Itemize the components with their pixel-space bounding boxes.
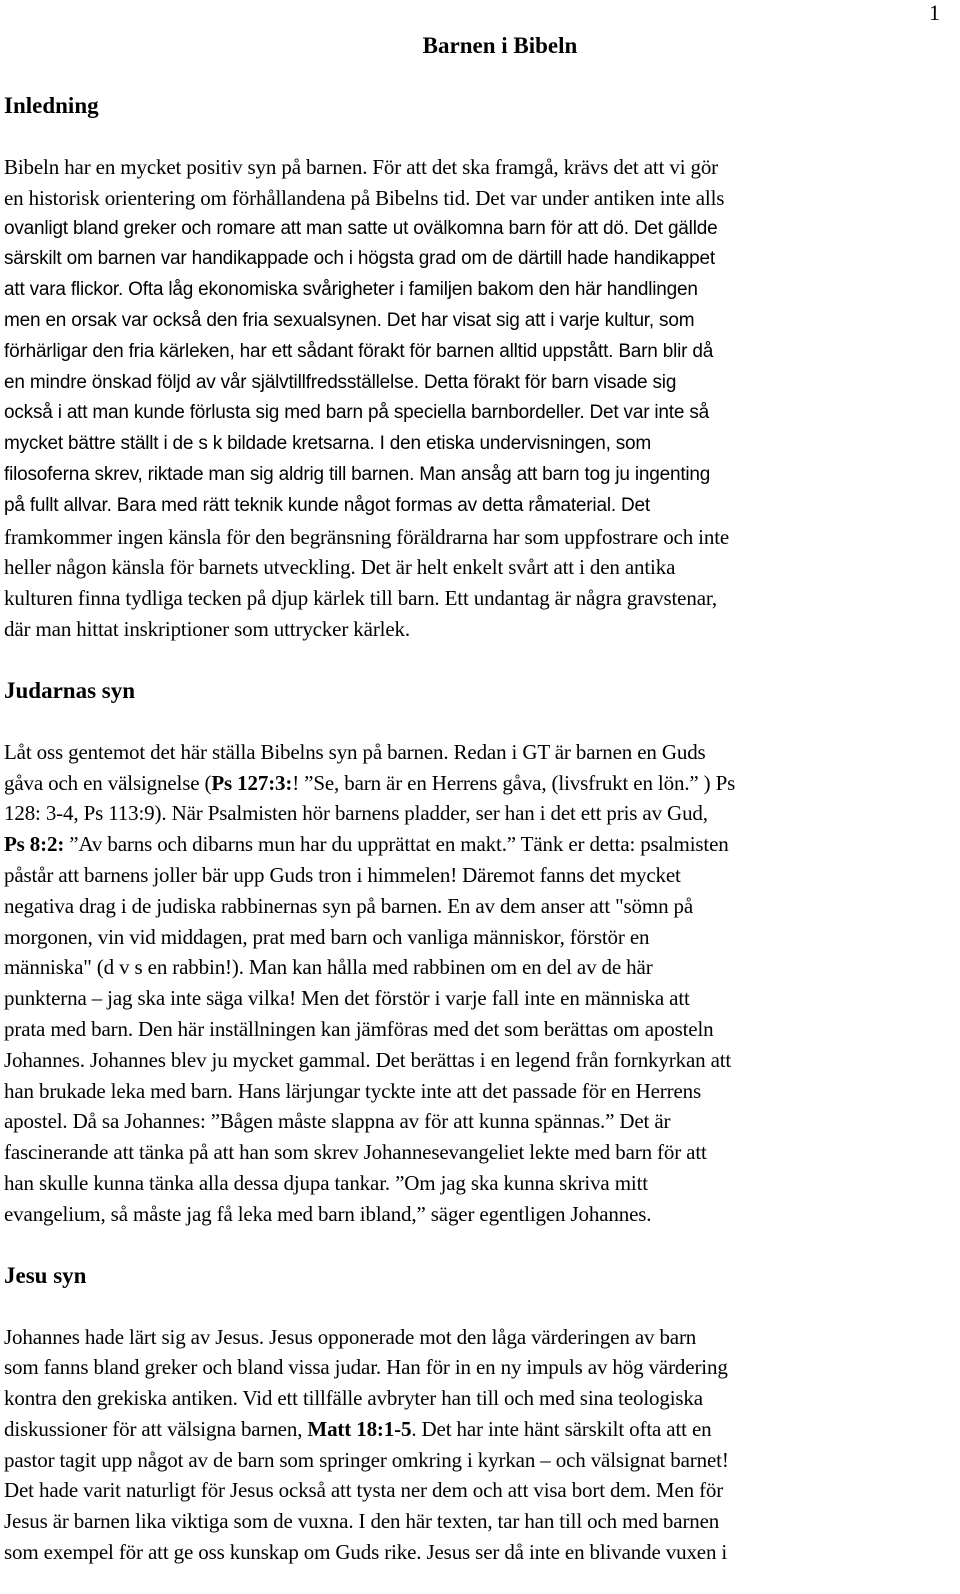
text-line: en historisk orientering om förhållandena på Bibelns tid. Det var under antiken inte alls (4, 185, 725, 210)
text-line: negativa drag i de judiska rabbinernas syn på barnen. En av dem anser att "sömn på (4, 893, 694, 918)
section-heading: Jesu syn (4, 1262, 87, 1288)
text-line: han brukade leka med barn. Hans lärjungar tyckte inte att det passade för en Herrens (4, 1078, 702, 1103)
text-line: att vara flickor. Ofta låg ekonomiska svårigheter i familjen bakom den här handlingen (4, 279, 698, 301)
document-title: Barnen i Bibeln (422, 33, 578, 58)
section-paragraph (4, 152, 944, 645)
text-line: framkommer ingen känsla för den begränsning föräldrarna har som uppfostrare och inte (4, 524, 730, 549)
text-line: förhärligar den fria kärleken, har ett sådant förakt för barnen alltid uppstått. Barn blir då (4, 340, 714, 362)
text-line: påstår att barnens joller bär upp Guds tron i himmelen! Däremot fanns det mycket (4, 862, 681, 887)
text-line: som exempel för att ge oss kunskap om Guds rike. Jesus ser då inte en blivande vuxen i (4, 1540, 728, 1565)
bible-reference: Matt 18:1-5 (307, 1416, 412, 1441)
text-line (4, 768, 944, 799)
text-line: en mindre önskad följd av vår självtillfredsställelse. Detta förakt för barn visade sig (4, 371, 677, 393)
document-body (4, 90, 944, 1568)
text-line: evangelium, så måste jag få leka med barn ibland,” säger egentligen Johannes. (4, 1201, 652, 1226)
section-paragraph (4, 1322, 944, 1568)
text-run: . Det har inte hänt särskilt ofta att en (411, 1416, 712, 1441)
text-line: Bibeln har en mycket positiv syn på barnen. För att det ska framgå, krävs det att vi gör (4, 155, 719, 179)
text-line: mycket bättre ställt i de s k bildade kretsarna. I den etiska undervisningen, som (4, 433, 652, 455)
text-line: människa" (d v s en rabbin!). Man kan hålla med rabbinen om en del av de här (4, 955, 653, 980)
bible-reference: Ps 127:3: (211, 770, 293, 795)
text-line: heller någon känsla för barnets utveckling. Det är helt enkelt svårt att i den antika (4, 555, 676, 580)
text-line (4, 829, 944, 860)
text-line: ovanligt bland greker och romare att man satte ut ovälkomna barn för att dö. Det gällde (4, 217, 718, 239)
text-line: 128: 3-4, Ps 113:9). När Psalmisten hör barnens pladder, ser han i det ett pris av Gud, (4, 801, 708, 826)
text-run: diskussioner för att välsigna barnen, (4, 1416, 308, 1441)
text-line: också i att man kunde förlusta sig med barn på speciella barnbordeller. Det var inte så (4, 402, 709, 424)
text-line: men en orsak var också den fria sexualsynen. Det har visat sig att i varje kultur, som (4, 309, 695, 331)
page-number: 1 (929, 0, 940, 25)
text-line: kulturen finna tydliga tecken på djup kärlek till barn. Ett undantag är några gravstenar, (4, 586, 717, 611)
text-line: där man hittat inskriptioner som uttrycker kärlek. (4, 616, 410, 641)
text-line: prata med barn. Den här inställningen kan jämföras med det som berättas om aposteln (4, 1016, 714, 1041)
bible-reference: Ps 8:2: (4, 832, 65, 857)
section-paragraph (4, 737, 944, 1230)
section-heading: Judarnas syn (4, 677, 136, 703)
text-line: pastor tagit upp något av de barn som springer omkring i kyrkan – och välsignat barnet! (4, 1447, 729, 1472)
text-line: apostel. Då sa Johannes: ”Bågen måste slappna av för att kunna spännas.” Det är (4, 1109, 671, 1134)
section-1 (4, 90, 944, 645)
text-line: Johannes hade lärt sig av Jesus. Jesus opponerade mot den låga värderingen av barn (4, 1324, 697, 1349)
text-line: han skulle kunna tänka alla dessa djupa tankar. ”Om jag ska kunna skriva mitt (4, 1170, 648, 1195)
section-heading: Inledning (4, 93, 99, 118)
text-line: Låt oss gentemot det här ställa Bibelns syn på barnen. Redan i GT är barnen en Guds (4, 739, 706, 764)
text-run: gåva och en välsignelse ( (4, 770, 212, 795)
text-line: filosoferna skrev, riktade man sig aldrig till barnen. Man ansåg att barn tog ju ingenting (4, 463, 711, 485)
text-line (4, 1414, 944, 1445)
text-line: morgonen, vin vid middagen, prat med barn och vanliga människor, förstör en (4, 924, 650, 949)
section-2 (4, 645, 944, 1230)
text-line: fascinerande att tänka på att han som skrev Johannesevangeliet lekte med barn för att (4, 1140, 707, 1165)
section-3 (4, 1230, 944, 1568)
text-line: på fullt allvar. Bara med rätt teknik kunde något formas av detta råmaterial. Det (4, 494, 650, 516)
text-run: ! ”Se, barn är en Herrens gåva, (livsfrukt en lön.” ) Ps (292, 770, 736, 795)
text-line: Johannes. Johannes blev ju mycket gammal. Det berättas i en legend från fornkyrkan att (4, 1047, 732, 1072)
text-line: Jesus är barnen lika viktiga som de vuxna. I den här texten, tar han till och med barnen (4, 1509, 720, 1534)
text-line: punkterna – jag ska inte säga vilka! Men det förstör i varje fall inte en människa att (4, 986, 690, 1011)
text-line: särskilt om barnen var handikappade och i högsta grad om de därtill hade handikappet (4, 248, 715, 270)
text-run: ”Av barns och dibarns mun har du upprättat en makt.” Tänk er detta: psalmisten (64, 832, 729, 857)
text-line: kontra den grekiska antiken. Vid ett tillfälle avbryter han till och med sina teologiska (4, 1386, 703, 1411)
text-line: som fanns bland greker och bland vissa judar. Han för in en ny impuls av hög värdering (4, 1355, 728, 1380)
text-line: Det hade varit naturligt för Jesus också att tysta ner dem och att visa bort dem. Men för (4, 1478, 724, 1503)
